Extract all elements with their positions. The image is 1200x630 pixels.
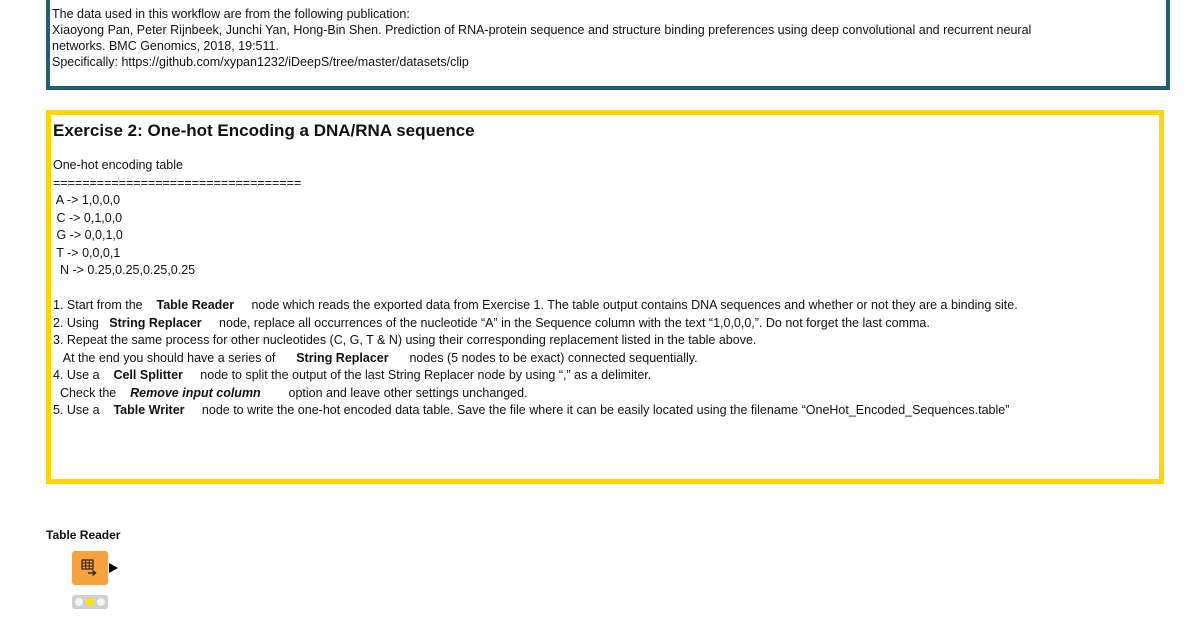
table-reader-node[interactable] [72,551,108,585]
exercise-title: Exercise 2: One-hot Encoding a DNA/RNA sequence [53,121,475,140]
status-light-red [75,598,83,606]
table-reader-icon [81,559,99,577]
separator: ================================== [53,175,302,190]
annotation-line: Specifically: https://github.com/xypan1232/iDeepS/tree/master/datasets/clip [52,55,469,69]
annotation-line: networks. BMC Genomics, 2018, 19:511. [52,39,279,53]
encoding-row: A -> 1,0,0,0 [53,193,121,207]
step-5: 5. Use a Table Writer node to write the one-hot encoded data table. Save the file where it can be easily located using the filename “OneHot_Encoded_Sequences.table” [53,403,1010,417]
node-status-traffic-light [72,595,108,609]
step-3b: At the end you should have a series of String Replacer nodes (5 nodes to be exact) connected sequentially. [53,350,698,365]
step-4: 4. Use a Cell Splitter node to split the output of the last String Replacer node by using “,” as a delimiter. [53,368,652,382]
workflow-annotation-data-source[interactable] [46,0,1170,90]
annotation-line: Xiaoyong Pan, Peter Rijnbeek, Junchi Yan, Hong-Bin Shen. Prediction of RNA-protein sequence and structure binding preferences using deep convolutional and recurrent neural [52,23,1032,37]
encoding-table-title: One-hot encoding table [53,158,183,172]
annotation-line: The data used in this workflow are from the following publication: [52,7,410,21]
exercise-instructions [53,157,1018,420]
step-3: 3. Repeat the same process for other nucleotides (C, G, T & N) using their corresponding replacement listed in the table above. [53,333,757,347]
workflow-annotation-exercise[interactable] [46,110,1164,484]
annotation-text [52,6,1031,70]
node-label-table-reader[interactable]: Table Reader [46,528,121,542]
status-light-green [97,598,105,606]
step-4b: Check the Remove input column option and leave other settings unchanged. [53,385,528,400]
encoding-row: G -> 0,0,1,0 [53,228,123,242]
step-2: 2. Using String Replacer node, replace all occurrences of the nucleotide “A” in the Sequence column with the text “1,0,0,0,”. Do not forget the last comma. [53,315,930,330]
encoding-row: N -> 0.25,0.25,0.25,0.25 [53,263,196,277]
step-1: 1. Start from the Table Reader node which reads the exported data from Exercise 1. The table output contains DNA sequences and whether or not they are a binding site. [53,298,1018,312]
node-output-port[interactable] [109,563,118,573]
encoding-row: C -> 0,1,0,0 [53,210,123,225]
encoding-row: T -> 0,0,0,1 [53,245,121,260]
status-light-yellow [86,598,94,606]
